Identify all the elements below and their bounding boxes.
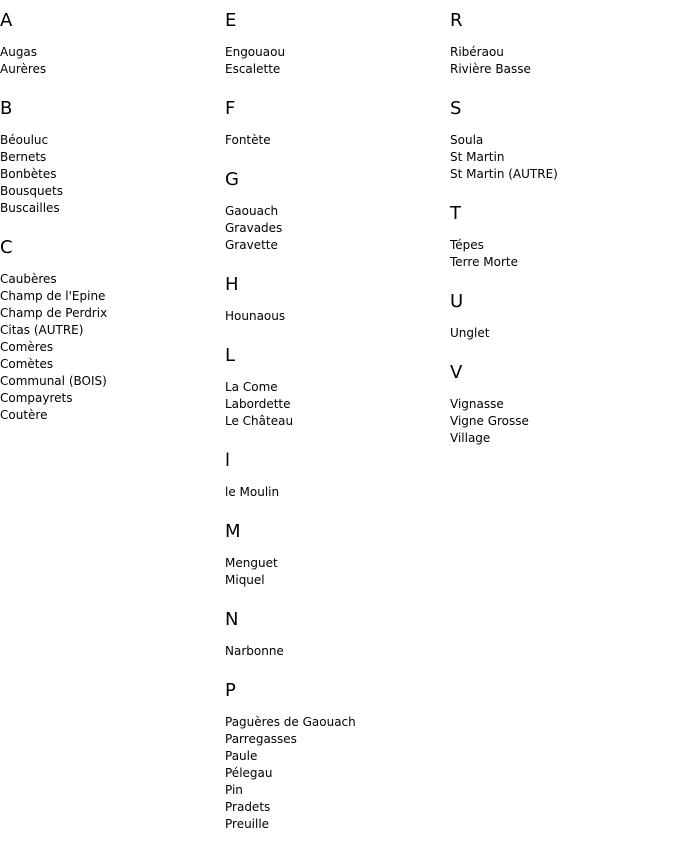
place-link[interactable]: Pradets [225, 800, 271, 814]
place-link[interactable]: Tépes [450, 238, 484, 252]
place-link[interactable]: Communal (BOIS) [0, 374, 107, 388]
place-link[interactable]: Citas (AUTRE) [0, 323, 84, 337]
place-link[interactable]: Escalette [225, 62, 281, 76]
place-list [450, 132, 670, 183]
place-link[interactable]: Coutère [0, 408, 48, 422]
place-link[interactable]: Labordette [225, 397, 291, 411]
place-link[interactable]: Béouluc [0, 133, 49, 147]
letter-heading: T [450, 203, 461, 224]
index-column-1 [0, 10, 220, 444]
letter-group [225, 10, 445, 78]
place-list [450, 44, 670, 78]
place-link[interactable]: Gaouach [225, 204, 279, 218]
letter-group [225, 521, 445, 589]
place-link[interactable]: Menguet [225, 556, 278, 570]
place-link[interactable]: St Martin [450, 150, 505, 164]
letter-heading: A [0, 10, 13, 31]
letter-heading: F [225, 98, 236, 119]
place-link[interactable]: Aurères [0, 62, 47, 76]
place-list [225, 484, 445, 501]
place-link[interactable]: Pin [225, 783, 243, 797]
place-link[interactable]: Vignasse [450, 397, 504, 411]
place-link[interactable]: St Martin (AUTRE) [450, 167, 558, 181]
letter-group [0, 98, 220, 217]
place-list [225, 714, 445, 833]
letter-group [0, 237, 220, 424]
letter-group [225, 274, 445, 325]
letter-heading: M [225, 521, 241, 542]
letter-group [225, 169, 445, 254]
place-link[interactable]: Engouaou [225, 45, 286, 59]
letter-group [225, 345, 445, 430]
place-link[interactable]: Narbonne [225, 644, 284, 658]
place-link[interactable]: Unglet [450, 326, 490, 340]
letter-heading: E [225, 10, 237, 31]
place-list [450, 237, 670, 271]
letter-heading: R [450, 10, 463, 31]
letter-heading: H [225, 274, 239, 295]
place-link[interactable]: Ribéraou [450, 45, 504, 59]
letter-heading: G [225, 169, 239, 190]
place-link[interactable]: Buscailles [0, 201, 60, 215]
place-link[interactable]: Gravades [225, 221, 283, 235]
place-link[interactable]: Compayrets [0, 391, 73, 405]
place-link[interactable]: Gravette [225, 238, 278, 252]
letter-heading: S [450, 98, 462, 119]
letter-heading: B [0, 98, 13, 119]
letter-heading: P [225, 680, 236, 701]
place-link[interactable]: Miquel [225, 573, 265, 587]
place-link[interactable]: le Moulin [225, 485, 280, 499]
place-list [225, 203, 445, 254]
letter-group [450, 362, 670, 447]
place-list [225, 132, 445, 149]
place-link[interactable]: Caubères [0, 272, 57, 286]
letter-heading: U [450, 291, 464, 312]
place-link[interactable]: Paule [225, 749, 258, 763]
place-link[interactable]: Hounaous [225, 309, 286, 323]
place-link[interactable]: Augas [0, 45, 38, 59]
place-list [0, 132, 220, 217]
place-list [0, 44, 220, 78]
place-link[interactable]: Fontète [225, 133, 271, 147]
place-link[interactable]: Bousquets [0, 184, 63, 198]
place-link[interactable]: Preuille [225, 817, 270, 831]
place-link[interactable]: Soula [450, 133, 484, 147]
place-list [450, 325, 670, 342]
letter-group [450, 98, 670, 183]
index-column-2 [225, 10, 445, 853]
letter-heading: l [225, 450, 231, 471]
letter-group [225, 680, 445, 833]
place-link[interactable]: Rivière Basse [450, 62, 531, 76]
place-list [225, 44, 445, 78]
place-link[interactable]: Terre Morte [450, 255, 518, 269]
place-list [225, 555, 445, 589]
letter-heading: N [225, 609, 239, 630]
place-link[interactable]: Parregasses [225, 732, 297, 746]
place-list [0, 271, 220, 424]
place-link[interactable]: La Come [225, 380, 278, 394]
place-link[interactable]: Pélegau [225, 766, 273, 780]
place-list [225, 308, 445, 325]
place-link[interactable]: Paguères de Gaouach [225, 715, 356, 729]
letter-heading: V [450, 362, 463, 383]
place-link[interactable]: Comètes [0, 357, 54, 371]
place-link[interactable]: Bonbètes [0, 167, 57, 181]
index-column-3 [450, 10, 670, 467]
letter-group [0, 10, 220, 78]
place-list [225, 379, 445, 430]
letter-group [450, 203, 670, 271]
letter-heading: C [0, 237, 13, 258]
place-link[interactable]: Champ de l'Epine [0, 289, 106, 303]
place-link[interactable]: Comères [0, 340, 54, 354]
letter-group [450, 10, 670, 78]
place-link[interactable]: Le Château [225, 414, 294, 428]
place-link[interactable]: Vigne Grosse [450, 414, 529, 428]
letter-heading: L [225, 345, 236, 366]
letter-group [225, 98, 445, 149]
place-link[interactable]: Bernets [0, 150, 47, 164]
letter-group [225, 609, 445, 660]
place-link[interactable]: Champ de Perdrix [0, 306, 108, 320]
place-list [225, 643, 445, 660]
letter-group [225, 450, 445, 501]
place-list [450, 396, 670, 447]
place-link[interactable]: Village [450, 431, 491, 445]
letter-group [450, 291, 670, 342]
